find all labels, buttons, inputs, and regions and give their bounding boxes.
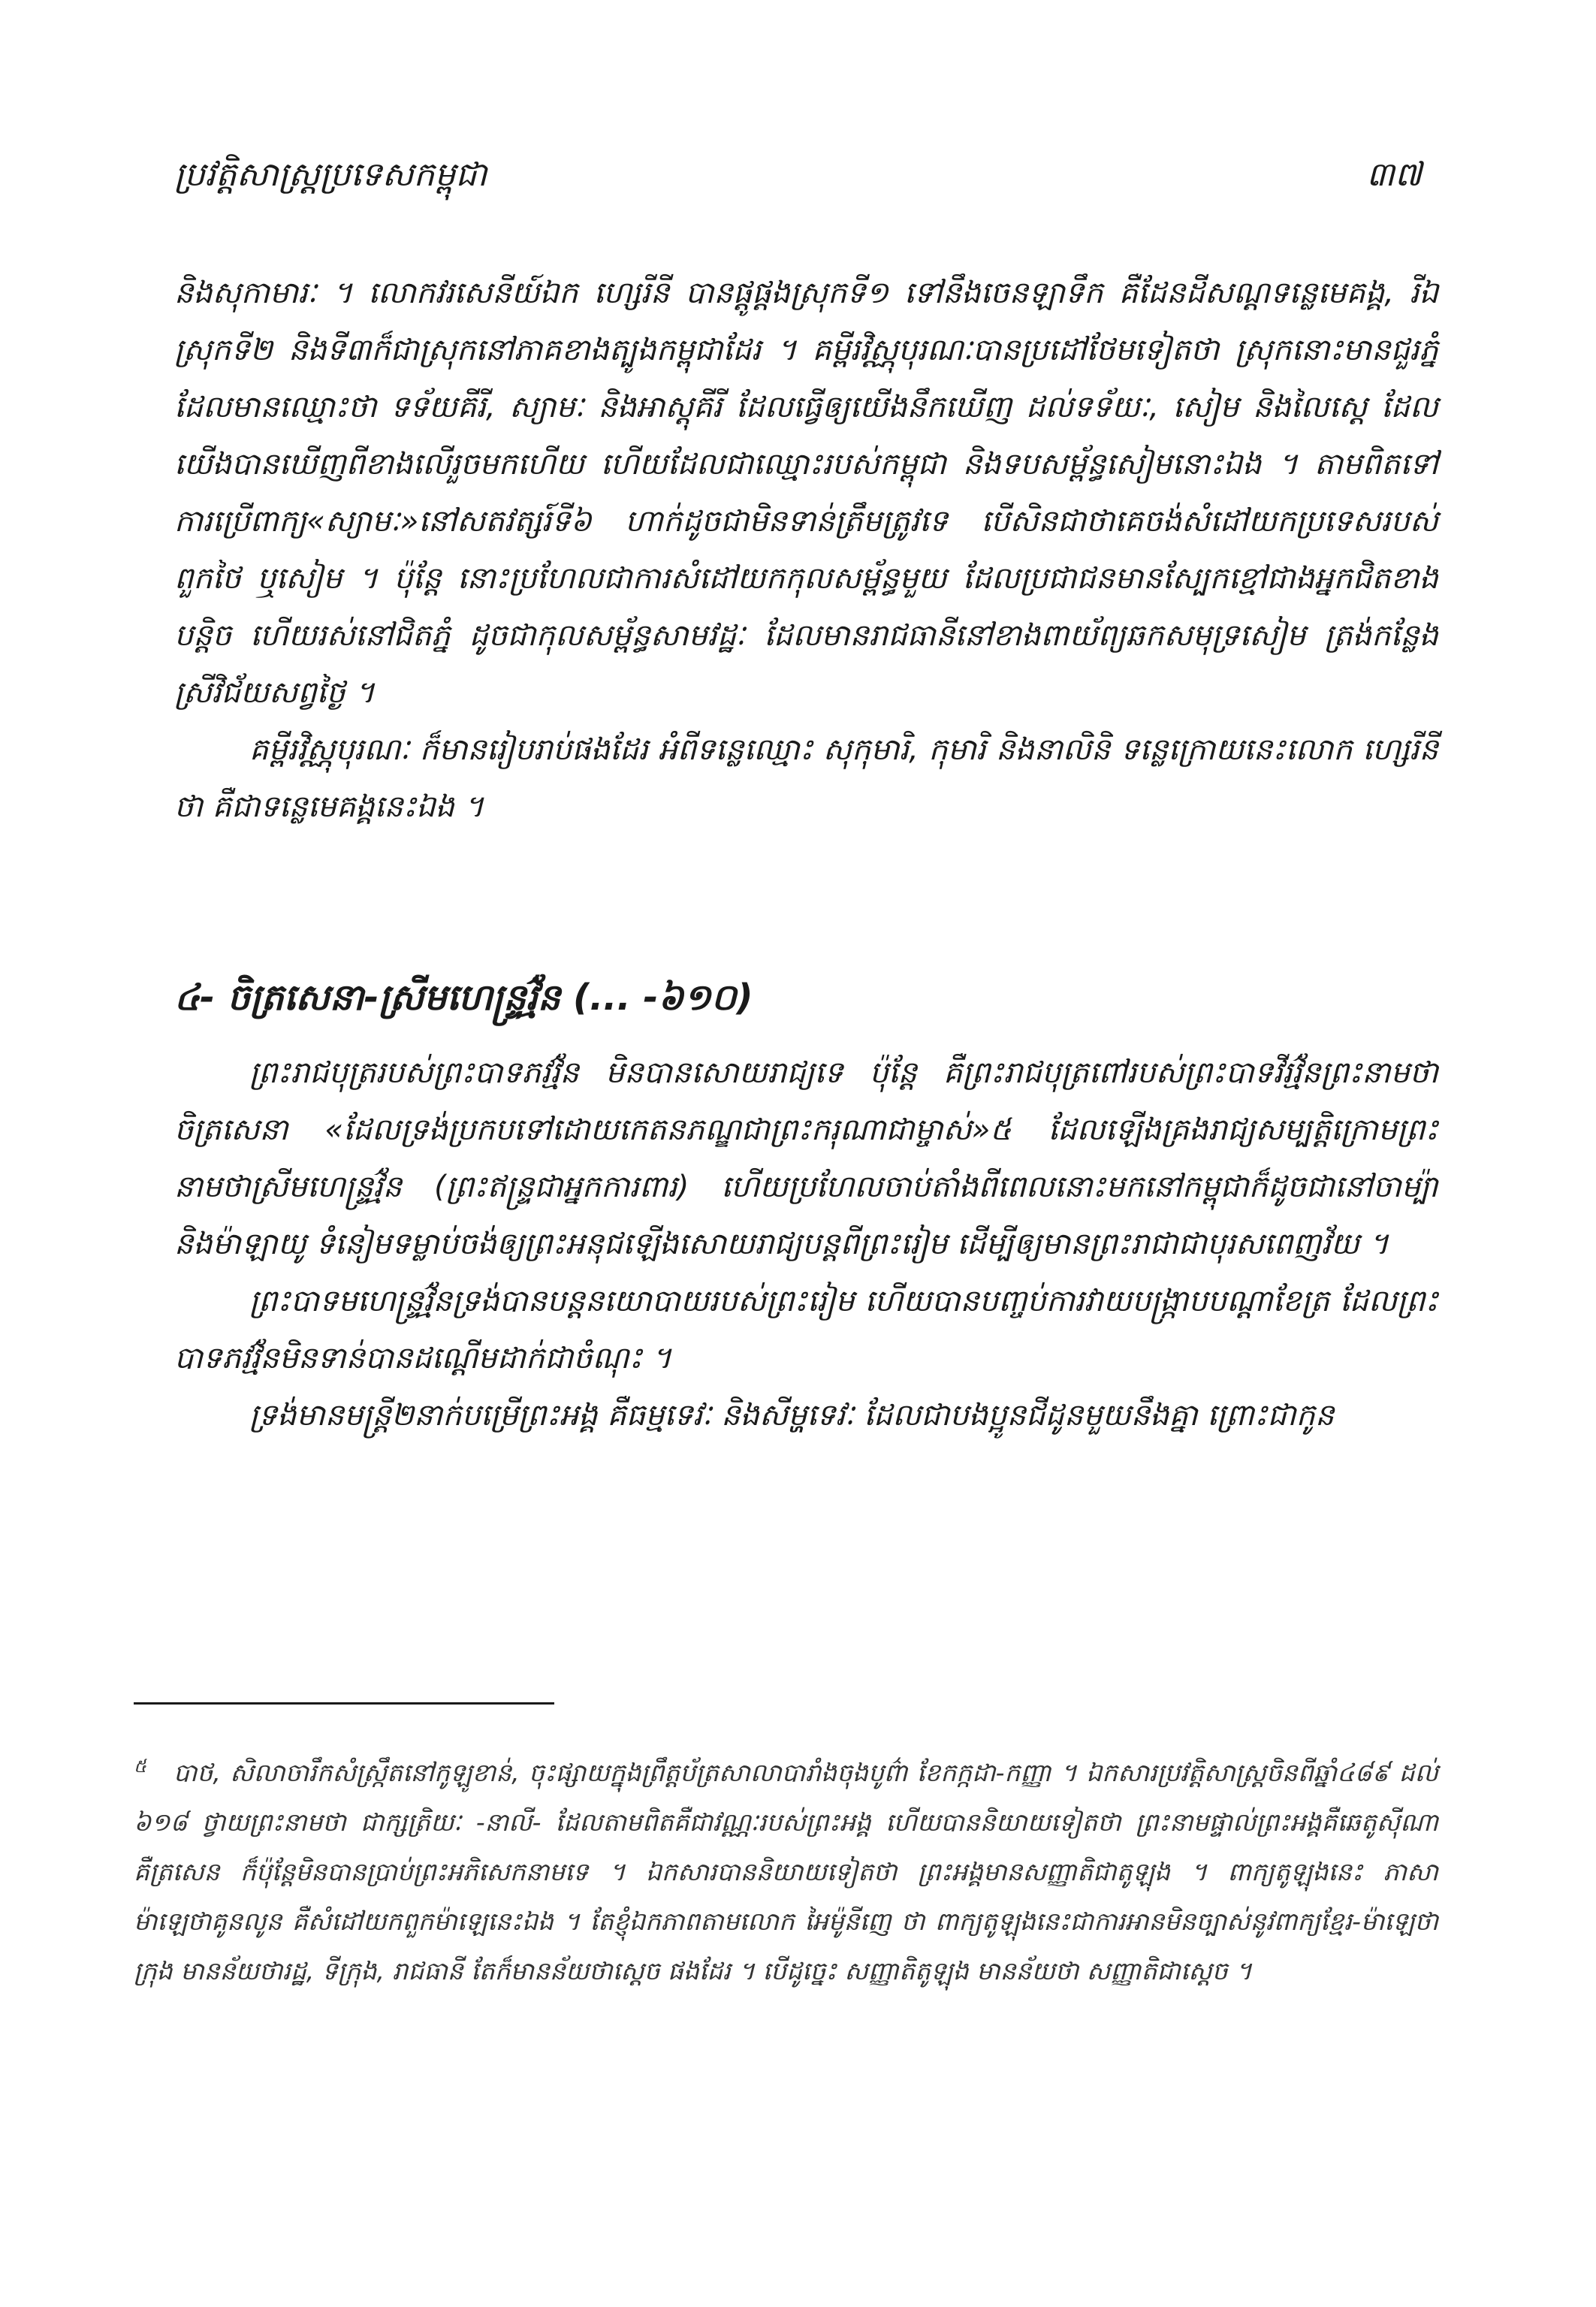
paragraph: ព្រះបាទមហេន្ទ្រវ៌្ម័នទ្រង់បានបន្តនយោបាយរបស់ព្រះរៀម ហើយបានបញ្ចប់ការវាយបង្ក្រាបបណ្ដាខែត្រ ដែលព្រះបាទភវវ៌្ម័នមិនទាន់បានដណ្ដើមដាក់ជាចំណុះ ។: [174, 1284, 1438, 1375]
footnote-divider: [134, 1702, 554, 1705]
footnote-marker: ៥: [134, 1756, 146, 1777]
footnotes: [134, 1741, 1438, 1996]
paragraph: និងសុកាមារៈ ។ លោកវរសេនីយ៍ឯក ហ្សេរីនី បានផ្ដូផ្ដងស្រុកទី១ ទៅនឹងចេនឡាទឹក គឺដែនដីសណ្ដទន្លេមេគង្គ, រីឯស្រុកទី២ និងទី៣ក៏ជាស្រុកនៅភាគខាងត្បូងកម្ពុជាដែរ ។ គម្ពីរវិស្ណុបុរណៈបានប្រដៅថែមទៀតថា ស្រុកនោះមានជួរភ្នំដែលមានឈ្មោះថា ទទ័យគីរី, ស្យាមៈ និងអាស្ដុគីរី ដែលធ្វើឲ្យយើងនឹកឃើញ ដល់ទទ័យៈ, សៀម និងលៃស្ដេ ដែលយើងបានឃើញពីខាងលើរួចមកហើយ ហើយដែលជាឈ្មោះរបស់កម្ពុជា និងទបសម្ព័ន្ធសៀមនោះឯង ។ តាមពិតទៅ ការប្រើពាក្យ«ស្យាមៈ»នៅសតវត្សរ៍ទី៦ ហាក់ដូចជាមិនទាន់ត្រឹមត្រូវទេ បើសិនជាថាគេចង់សំដៅយកប្រទេសរបស់ពួកថៃ ឬសៀម ។ ប៉ុន្តែ នោះប្រហែលជាការសំដៅយកកុលសម្ព័ន្ធមួយ ដែលប្រជាជនមានស្បែកខ្មៅជាងអ្នកជិតខាងបន្តិច ហើយរស់នៅជិតភ្នំ ដូចជាកុលសម្ព័ន្ធសាមវដ្ឋៈ ដែលមានរាជធានីនៅខាងពាយ័ព្យឆកសមុទ្រសៀម ត្រង់កន្លែងស្រីវិជ័យសព្វថ្ងៃ ។: [174, 276, 1438, 710]
body-section-a: [174, 264, 1438, 835]
page-number: ៣៧: [1366, 156, 1422, 194]
footnote-text: បាថ, សិលាចារឹកសំស្ក្រឹតនៅកូឡូខាន់, ចុះផ្សាយក្នុងព្រឹត្តប័ត្រសាលាបារាំងចុងបូព៌ា ខែកក្កដា-កញ្ញា ។ ឯកសារប្រវត្តិសាស្ត្រចិនពីឆ្នាំ៤៨៩ ដល់ ៦១៨ ថ្វាយព្រះនាមថា ជាក្សត្រិយៈ -នាលី- ដែលតាមពិតគឺជាវណ្ណៈរបស់ព្រះអង្គ ហើយបាននិយាយទៀតថា ព្រះនាមផ្ទាល់ព្រះអង្គគឺឆេតូស៊ីណា គឺត្រសេន ក៏ប៉ុន្តែមិនបានប្រាប់ព្រះអភិសេកនាមទេ ។ ឯកសារបាននិយាយទៀតថា ព្រះអង្គមានសញ្ញាតិជាតូឡុង ។ ពាក្យតូឡុងនេះ ភាសាម៉ាឡេថាគូនលូន គឺសំដៅយកពួកម៉ាឡេនេះឯង ។ តែខ្ញុំឯកភាពតាមលោក អៃម៉ូនីញេ ថា ពាក្យតូឡុងនេះជាការអានមិនច្បាស់នូវពាក្យខ្មែរ-ម៉ាឡេថា ក្រុង មានន័យថារដ្ឋ, ទីក្រុង, រាជធានី តែក៏មានន័យថាស្ដេច ផងដែរ ។ បើដូច្នេះ សញ្ញាតិតូឡុង មានន័យថា សញ្ញាតិជាស្ដេច ។: [134, 1758, 1438, 1985]
footnote: [134, 1741, 1438, 1996]
running-header: [174, 154, 1422, 202]
section-heading: ៤- ចិត្រសេនា-ស្រីមហេន្ទ្រវ៌្ម័ន (... -៦១០): [174, 977, 753, 1019]
paragraph: ទ្រង់មានមន្ត្រី២នាក់បម្រើព្រះអង្គ គឺធម្មទេវៈ និងសីម្ហទេវៈ ដែលជាបងប្អូនជីដូនមួយនឹងគ្នា ព្រោះជាកូន: [249, 1398, 1335, 1433]
header-title: ប្រវត្តិសាស្ត្រប្រទេសកម្ពុជា: [174, 156, 487, 194]
body-section-b: [174, 1044, 1438, 1444]
paragraph: គម្ពីរវិស្ណុបុរណៈ ក៏មានរៀបរាប់ផងដែរ អំពីទន្លេឈ្មោះ សុកុមារិ, កុមារិ និងនាលិនិ ទន្លេក្រោយនេះលោក ហ្សេរីនី ថា គឺជាទន្លេមេគង្គនេះឯង ។: [174, 732, 1438, 824]
paragraph: ព្រះរាជបុត្ររបស់ព្រះបាទភវវ៌្ម័ន មិនបានសោយរាជ្យទេ ប៉ុន្តែ គឺព្រះរាជបុត្រពៅរបស់ព្រះបាទវីរវ៌្ម័នព្រះនាមថា ចិត្រសេនា «ដែលទ្រង់ប្រកបទៅដោយកេតនភណ្ឌជាព្រះករុណាជាម្ចាស់»៥ ដែលឡើងគ្រងរាជ្យសម្បត្តិក្រោមព្រះនាមថាស្រីមហេន្ទ្រវ៌្ម័ន (ព្រះឥន្ទ្រជាអ្នកការពារ) ហើយប្រហែលចាប់តាំងពីពេលនោះមកនៅកម្ពុជាក៏ដូចជានៅចាម្ប៉ា និងម៉ាឡាយូ ទំនៀមទម្លាប់ចង់ឲ្យព្រះអនុជឡើងសោយរាជ្យបន្តពីព្រះរៀម ដើម្បីឲ្យមានព្រះរាជាជាបុរសពេញវ័យ ។: [174, 1055, 1438, 1261]
